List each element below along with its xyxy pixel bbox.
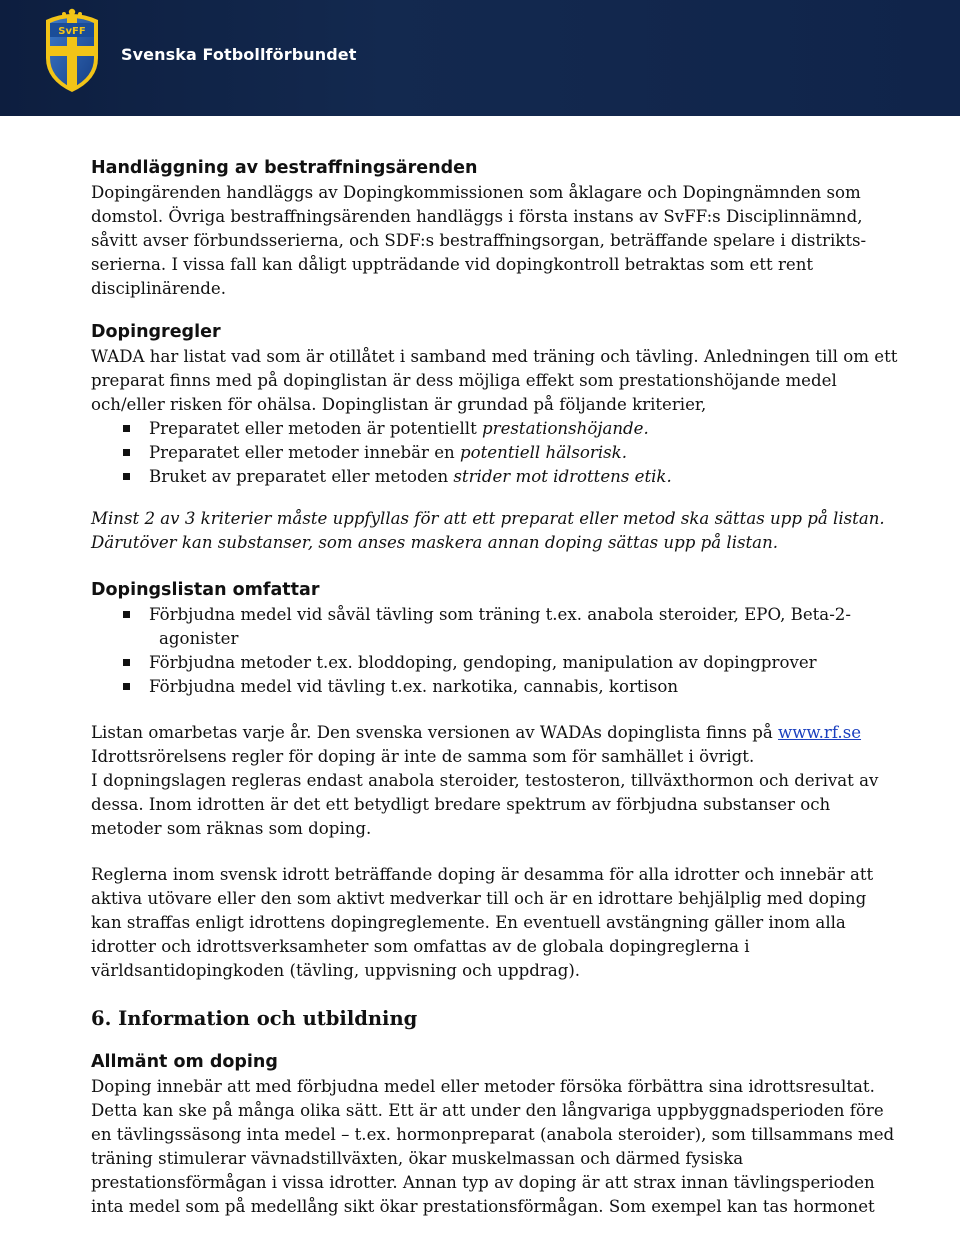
rf-se-link[interactable]: www.rf.se (778, 723, 862, 742)
list-item: Preparatet eller metoder innebär en potentiell hälsorisk. (91, 441, 901, 465)
list-item: Förbjudna medel vid tävling t.ex. narkotika, cannabis, kortison (91, 675, 901, 699)
paragraph-idrottsrorelsens: Idrottsrörelsens regler för doping är inte de samma som för samhället i övrigt. (91, 747, 755, 766)
list-item: Preparatet eller metoden är potentiellt prestationshöjande. (91, 417, 901, 441)
list-item: Förbjudna medel vid såväl tävling som träning t.ex. anabola steroider, EPO, Beta-2- agonister (91, 603, 901, 651)
masking-note: Därutöver kan substanser, som anses maskera annan doping sättas upp på listan. (91, 533, 779, 552)
page-header (0, 0, 960, 116)
document-body (91, 155, 901, 1219)
section-title-allmant: Allmänt om doping (91, 1052, 278, 1072)
paragraph-dopningslagen: I dopningslagen regleras endast anabola steroider, testosteron, tillväxthormon och derivat av dessa. Inom idrotten är det ett betydligt bredare spektrum av förbjudna substanser och metoder som räknas som doping. (91, 771, 879, 838)
criteria-list (91, 417, 901, 489)
doping-list (91, 603, 901, 699)
criteria-note: Minst 2 av 3 kriterier måste uppfyllas för att ett preparat eller metod ska sättas upp på listan. (91, 509, 885, 528)
paragraph-listan: Listan omarbetas varje år. Den svenska versionen av WADAs dopinglista finns på www.rf.se (91, 723, 862, 742)
list-item: Förbjudna metoder t.ex. bloddoping, gendoping, manipulation av dopingprover (91, 651, 901, 675)
section-title-information: 6. Information och utbildning (91, 1007, 418, 1030)
logo-text: SvFF (58, 26, 86, 37)
section-title-handlaggning: Handläggning av bestraffningsärenden (91, 158, 478, 178)
paragraph-dopingregler: WADA har listat vad som är otillåtet i samband med träning och tävling. Anledningen till om ett preparat finns med på dopinglistan är dess möjliga effekt som prestationshöjande medel och/eller risken för ohälsa. Dopinglistan är grundad på följande kriterier, (91, 347, 898, 414)
svff-shield-logo (42, 6, 102, 94)
brand-name: Svenska Fotbollförbundet (121, 45, 357, 64)
section-title-dopingslistan: Dopingslistan omfattar (91, 580, 320, 600)
paragraph-allmant: Doping innebär att med förbjudna medel eller metoder försöka förbättra sina idrottsresultat. Detta kan ske på många olika sätt. Ett är att under den långvariga uppbyggnadsperioden före en tävlingssäsong inta medel – t.ex. hormonpreparat (anabola steroider), som tillsammans med träning stimulerar vävnadstillväxten, ökar muskelmassan och därmed fysiska prestationsförmågan i vissa idrotter. Annan typ av doping är att strax innan tävlingsperioden inta medel som på medellång sikt ökar prestationsförmågan. Som exempel kan tas hormonet (91, 1077, 895, 1216)
paragraph-handlaggning: Dopingärenden handläggs av Dopingkommissionen som åklagare och Dopingnämnden som domstol. Övriga bestraffningsärenden handläggs i första instans av SvFF:s Disciplinnämnd, såvitt avser förbundsserierna, och SDF:s bestraffningsorgan, beträffande spelare i distrikts-serierna. I vissa fall kan dåligt uppträdande vid dopingkontroll betraktas som ett rent disciplinärende. (91, 183, 867, 298)
paragraph-reglerna: Reglerna inom svensk idrott beträffande doping är desamma för alla idrotter och innebär att aktiva utövare eller den som aktivt medverkar till och är en idrottare behjälplig med doping kan straffas enligt idrottens dopingreglemente. En eventuell avstängning gäller inom alla idrotter och idrottsverksamheter som omfattas av de globala dopingreglerna i världsantidopingkoden (tävling, uppvisning och uppdrag). (91, 865, 874, 980)
section-title-dopingregler: Dopingregler (91, 322, 221, 342)
list-item: Bruket av preparatet eller metoden strider mot idrottens etik. (91, 465, 901, 489)
